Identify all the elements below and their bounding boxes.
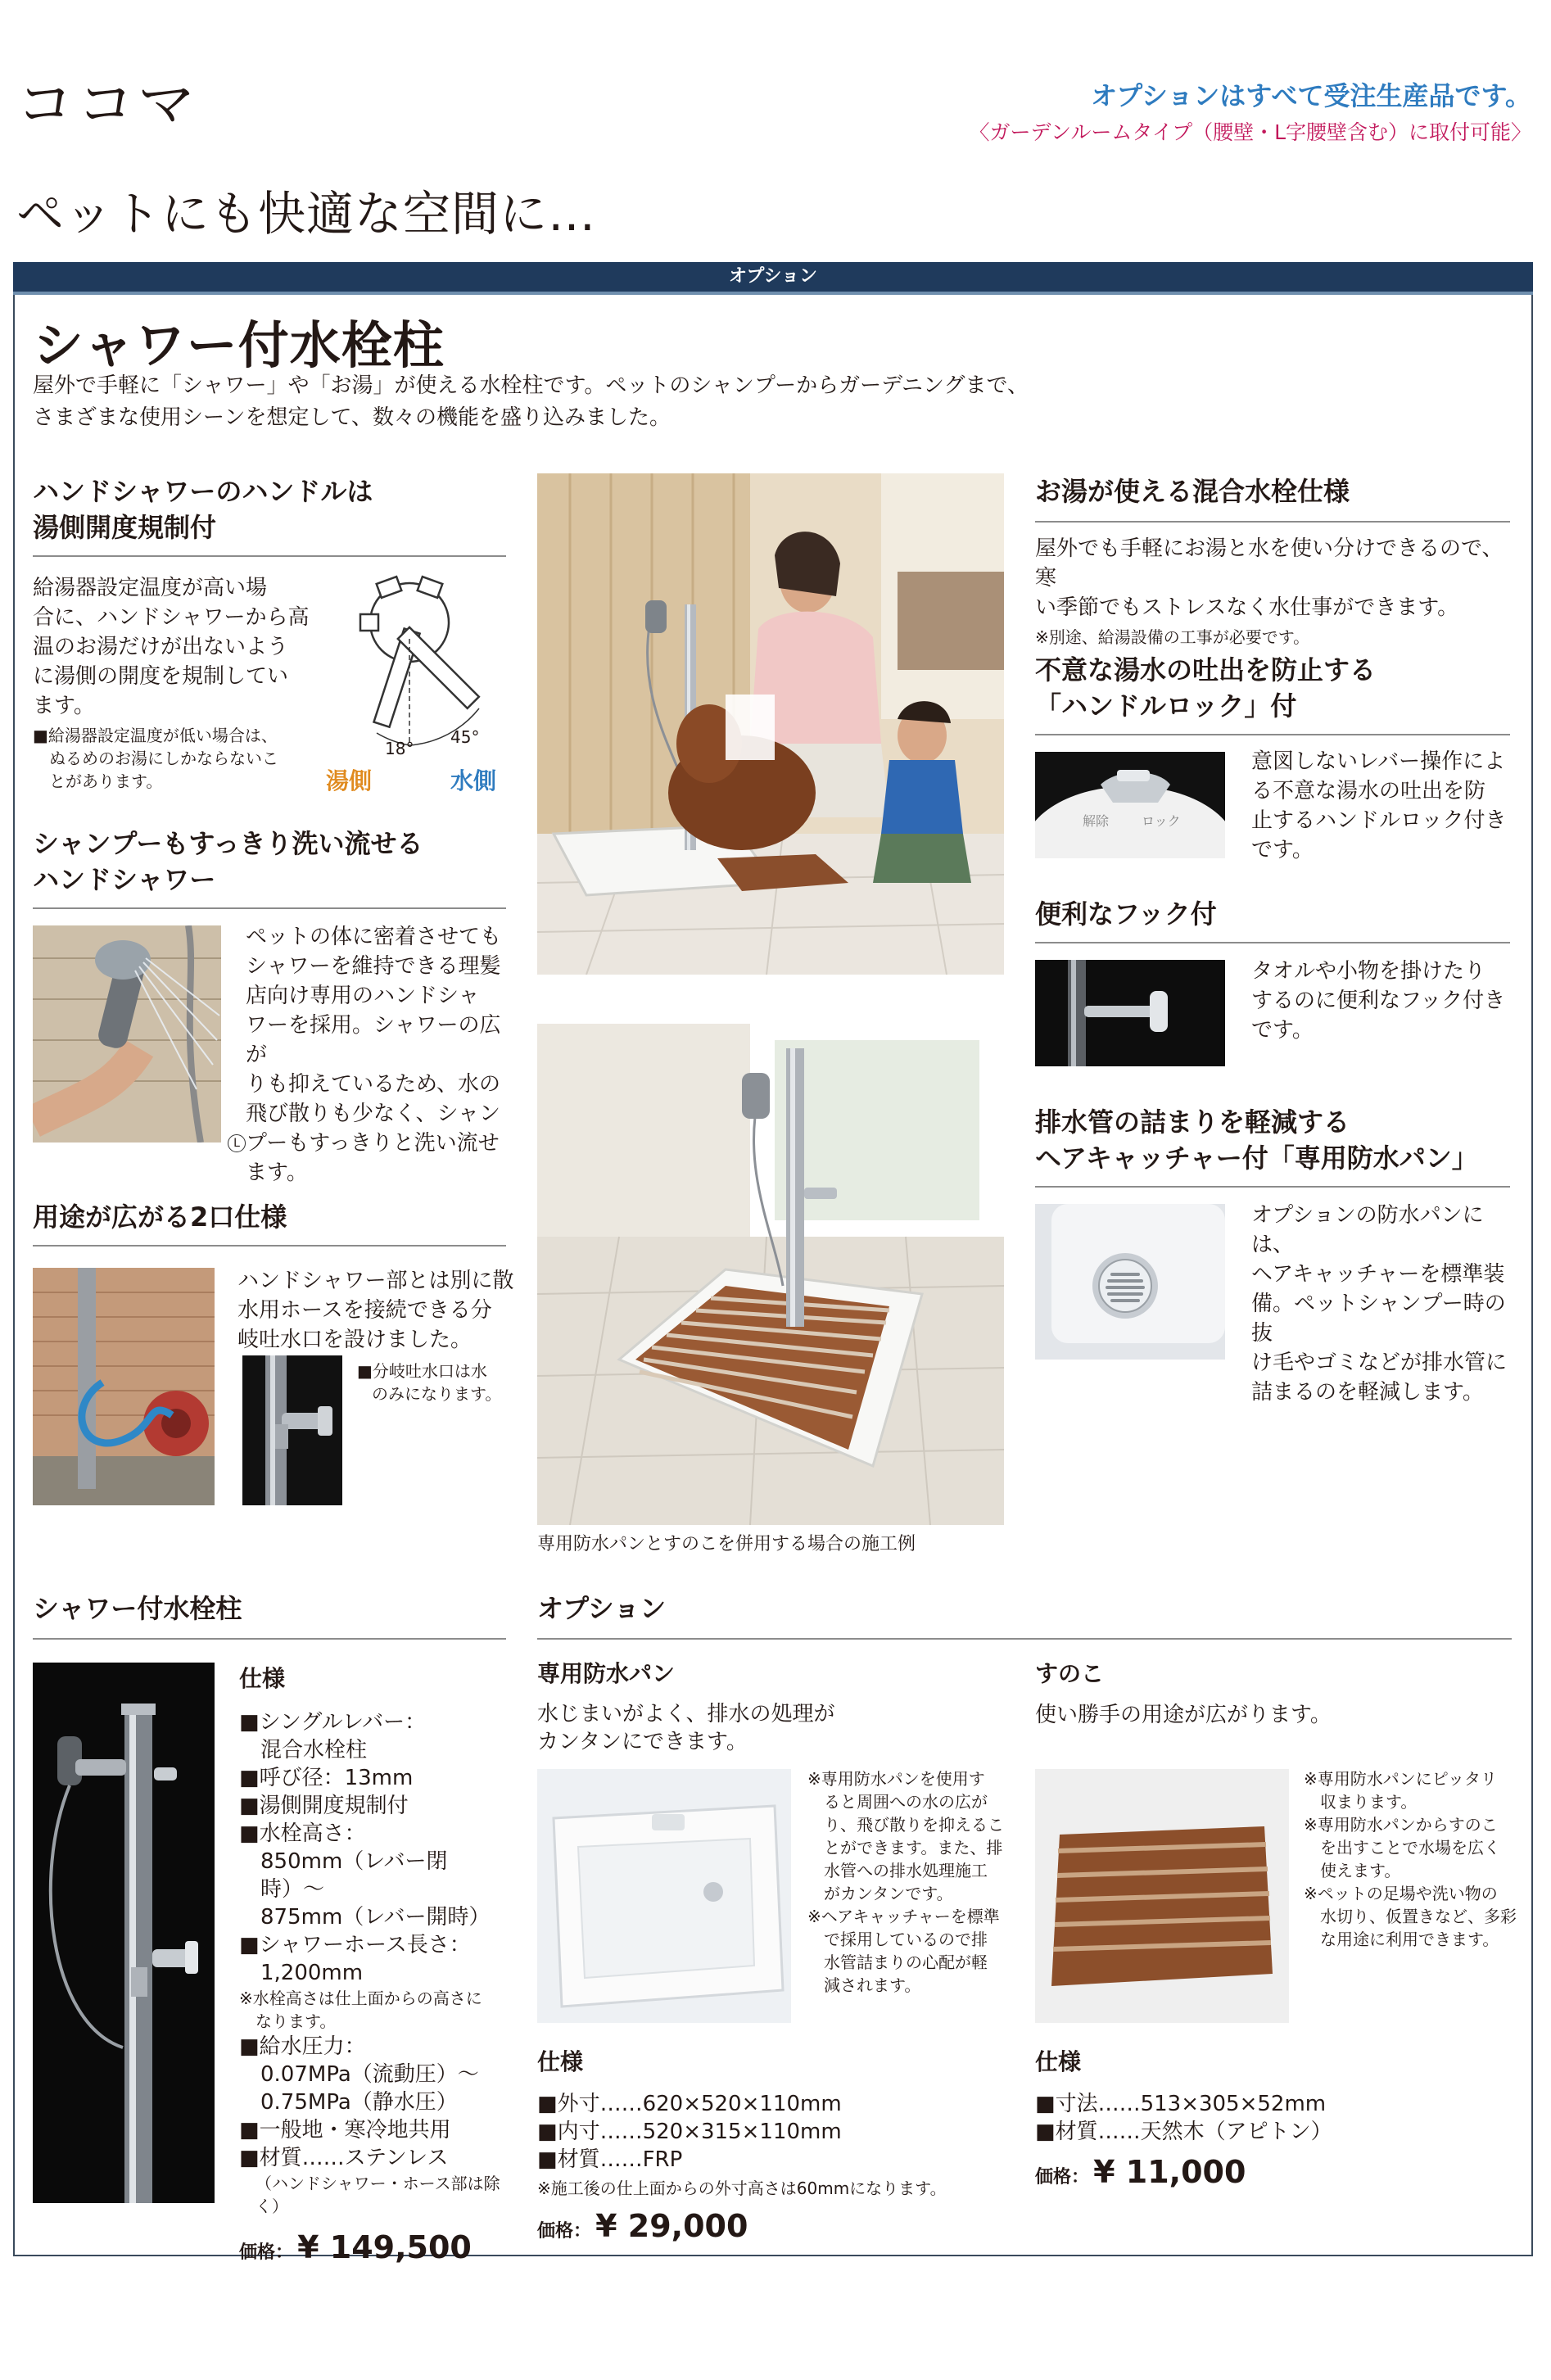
- spec-line: 0.07MPa（流動圧）〜: [260, 2062, 479, 2087]
- hand-shower-photo: [33, 925, 221, 1142]
- spec-line: ■呼び径：13mm: [239, 1766, 414, 1790]
- spec-line: ■一般地・寒冷地共用: [239, 2118, 451, 2142]
- spec-note: ※施工後の仕上面からの外寸高さは60mmになります。: [537, 2179, 947, 2198]
- note-line: ※水栓高さは仕上面からの高さに: [239, 1989, 482, 2008]
- body-line: シャワーを維持できる理髪: [246, 954, 501, 979]
- photo-caption: 専用防水パンとすのこを併用する場合の施工例: [537, 1534, 916, 1554]
- note-line: とがあります。: [49, 771, 163, 791]
- option-desc: 使い勝手の用途が広がります。: [1035, 1703, 1332, 1727]
- body-line: に湯側の開度を規制してい: [33, 664, 289, 689]
- body-line: りも抑えているため、水の: [246, 1072, 500, 1097]
- body-line: 給湯器設定温度が高い場: [33, 576, 268, 600]
- price-label: 価格：: [537, 2221, 592, 2242]
- spec-line: 0.75MPa（静水圧）: [260, 2090, 458, 2115]
- label-hot: 湯側: [326, 767, 373, 794]
- body-line: です。: [1251, 1018, 1314, 1043]
- feature-title: 「ハンドルロック」付: [1035, 690, 1297, 722]
- spec-line: 1,200mm: [260, 1961, 364, 1985]
- feature-hook: [1035, 896, 1510, 943]
- note-line: を出すことで水場を広く: [1320, 1838, 1500, 1857]
- body-line: です。: [1251, 838, 1314, 862]
- lock-label-lock: ロック: [1142, 813, 1181, 829]
- body-line: プーもすっきりと洗い流せ: [246, 1131, 500, 1156]
- option-notes: [807, 1767, 1012, 1997]
- body-line: 岐吐水口を設けました。: [237, 1328, 473, 1352]
- note-line: な用途に利用できます。: [1320, 1930, 1499, 1949]
- feature-note: [33, 724, 311, 793]
- body-line: ワーを採用。シャワーの広が: [246, 1013, 501, 1067]
- note-line: り、飛び散りを抑えるこ: [824, 1815, 1004, 1835]
- spec-line: ■材質……FRP: [537, 2147, 683, 2172]
- option-name: 専用防水パン: [537, 1660, 676, 1687]
- divider: [33, 1638, 506, 1640]
- note-line: ■給湯器設定温度が低い場合は、: [33, 726, 278, 745]
- feature-shower: [33, 826, 506, 909]
- spec-line: ■湯側開度規制付: [239, 1794, 409, 1818]
- body-line: オプションの防水パンには、: [1251, 1203, 1484, 1257]
- note-line: のみになります。: [372, 1384, 502, 1404]
- option-desc: [537, 1700, 1012, 1756]
- feature-title: 排水管の詰まりを軽減する: [1035, 1106, 1350, 1138]
- note-line: 水管詰まりの心配が軽: [824, 1952, 988, 1972]
- feature-title: 用途が広がる2口仕様: [33, 1201, 287, 1233]
- feature-mixer: [1035, 473, 1510, 649]
- spec-line: ■外寸……620×520×110mm: [537, 2092, 842, 2116]
- body-line: タオルや小物を掛けたり: [1251, 959, 1486, 984]
- divider: [1035, 1186, 1510, 1188]
- note-line: ※専用防水パンを使用す: [807, 1769, 985, 1789]
- options-section: [537, 1590, 1512, 1640]
- price-row: [239, 2229, 509, 2265]
- feature-note: [357, 1360, 521, 1405]
- feature-body: [33, 573, 311, 721]
- desc-line: カンタンにできます。: [537, 1730, 748, 1754]
- body-line: 温のお湯だけが出ないよう: [33, 635, 289, 659]
- options-heading: オプション: [537, 1593, 667, 1624]
- pan-photo: [537, 1769, 791, 2023]
- option-pan-specs: [537, 2044, 1012, 2244]
- feature-body: [246, 922, 516, 1188]
- price-row: [537, 2208, 1012, 2244]
- order-note: オプションはすべて受注生産品です。: [1091, 80, 1531, 111]
- price-label: 価格：: [239, 2242, 294, 2263]
- spec-note: （ハンドシャワー・ホース部は除く）: [255, 2174, 500, 2216]
- spec-note: [239, 1987, 509, 2033]
- body-line: 意図しないレバー操作によ: [1251, 749, 1506, 774]
- divider: [33, 907, 506, 909]
- desc-line: 水じまいがよく、排水の処理が: [537, 1702, 835, 1726]
- product-main-specs: [239, 1661, 509, 2265]
- note-line: 水切り、仮置きなど、多彩: [1320, 1907, 1517, 1926]
- feature-title: お湯が使える混合水栓仕様: [1035, 476, 1350, 507]
- feature-body: [1251, 747, 1522, 865]
- note-line: 使えます。: [1320, 1861, 1401, 1880]
- spec-title: 仕様: [1035, 2048, 1082, 2075]
- photo-mark: L: [228, 1134, 246, 1152]
- spec-title: 仕様: [537, 2048, 584, 2075]
- price: ¥ 149,500: [297, 2229, 472, 2265]
- product-main: [33, 1590, 506, 1640]
- note-line: 減されます。: [824, 1975, 921, 1995]
- option-name: すのこ: [1035, 1660, 1105, 1687]
- spec-line: ■水栓高さ：: [239, 1821, 366, 1846]
- note-line: ※ヘアキャッチャーを標準: [807, 1907, 1000, 1926]
- pet-washing-photo: [537, 473, 1004, 975]
- label-cold: 水側: [450, 767, 497, 794]
- option-pan: [537, 1656, 1012, 1756]
- price-row: [1035, 2154, 1510, 2190]
- feature-body: [1251, 957, 1522, 1045]
- product-heading: シャワー付水栓柱: [33, 1593, 242, 1624]
- hair-catcher-photo: [1035, 1204, 1225, 1360]
- body-line: 飛び散りも少なく、シャン: [246, 1102, 500, 1126]
- feature-drain: [1035, 1104, 1510, 1188]
- body-line: 店向け専用のハンドシャ: [246, 984, 480, 1008]
- option-bar-underline: [13, 292, 1533, 295]
- divider: [1035, 942, 1510, 943]
- body-line: ハンドシャワー部とは別に散: [237, 1269, 514, 1293]
- spec-line: ■給水圧力：: [239, 2034, 366, 2059]
- handle-angle-diagram: [328, 573, 516, 794]
- note-line: ※ペットの足場や洗い物の: [1304, 1884, 1498, 1903]
- body-line: る不意な湯水の吐出を防: [1251, 779, 1486, 803]
- hook-photo: [1035, 960, 1225, 1066]
- option-sunoko: [1035, 1656, 1510, 1730]
- body-line: 備。ペットシャンプー時の抜: [1251, 1292, 1506, 1346]
- divider: [33, 1245, 506, 1247]
- note-line: で採用しているので排: [824, 1930, 988, 1949]
- spec-list: [239, 2033, 509, 2172]
- spec-line: 850mm（レバー閉時）〜: [260, 1849, 448, 1902]
- spec-list: [239, 1708, 509, 1987]
- price: ¥ 29,000: [595, 2208, 748, 2244]
- lock-label-release: 解除: [1083, 813, 1110, 829]
- spec-list: [537, 2090, 1012, 2174]
- intro-line: さまざまな使用シーンを想定して、数々の機能を盛り込みました。: [33, 405, 671, 430]
- body-line: ます。: [246, 1161, 308, 1185]
- divider: [1035, 734, 1510, 735]
- body-line: ヘアキャッチャーを標準装: [1251, 1262, 1505, 1287]
- feature-note: ※別途、給湯設備の工事が必要です。: [1035, 627, 1310, 647]
- page-headline: ペットにも快適な空間に…: [16, 186, 597, 242]
- note-line: なります。: [255, 2011, 337, 2031]
- option-bar: オプション: [13, 262, 1533, 292]
- spec-line: ■シャワーホース長さ：: [239, 1933, 471, 1957]
- spec-line: ■内寸……520×315×110mm: [537, 2120, 842, 2144]
- spec-line: 混合水栓柱: [260, 1738, 368, 1762]
- option-sunoko-specs: [1035, 2044, 1510, 2190]
- note-line: とができます。また、排: [824, 1838, 1003, 1857]
- body-line: 合に、ハンドシャワーから高: [33, 605, 310, 630]
- spec-title: 仕様: [239, 1665, 286, 1692]
- divider: [1035, 521, 1510, 523]
- note-line: ぬるめのお湯にしかならないこ: [49, 749, 278, 768]
- feature-body: [237, 1266, 516, 1355]
- body-line: い季節でもストレスなく水仕事ができます。: [1035, 595, 1459, 620]
- body-line: ペットの体に密着させても: [246, 925, 502, 949]
- branch-hose-photo: [33, 1268, 215, 1505]
- note-line: ※専用防水パンからすのこ: [1304, 1815, 1498, 1835]
- feature-title: ヘアキャッチャー付「専用防水パン」: [1035, 1142, 1478, 1174]
- feature-title: シャンプーもすっきり洗い流せる: [33, 828, 423, 859]
- note-line: がカンタンです。: [824, 1884, 953, 1903]
- install-note: 〈ガーデンルームタイプ（腰壁・L字腰壁含む）に取付可能〉: [969, 120, 1531, 144]
- spec-line: ■寸法……513×305×52mm: [1035, 2092, 1327, 2116]
- feature-lock: [1035, 652, 1510, 735]
- section-title: シャワー付水栓柱: [33, 315, 445, 375]
- branch-spout-photo: [242, 1355, 342, 1505]
- feature-title: ハンドシャワーのハンドルは: [33, 476, 373, 507]
- note-line: ると周囲への水の広が: [824, 1792, 988, 1812]
- brand-name: ココマ: [16, 70, 198, 138]
- feature-body: [1035, 534, 1510, 622]
- spec-line: ■材質……天然木（アピトン）: [1035, 2120, 1332, 2144]
- feature-title: 湯側開度規制付: [33, 512, 217, 543]
- note-line: 収まります。: [1320, 1792, 1418, 1812]
- feature-title: 便利なフック付: [1035, 898, 1217, 930]
- body-line: するのに便利なフック付き: [1251, 989, 1506, 1013]
- body-line: 詰まるのを軽減します。: [1251, 1380, 1484, 1405]
- feature-handle: [33, 473, 506, 793]
- spec-line: ■材質……ステンレス: [239, 2146, 449, 2170]
- spec-line: 875mm（レバー開時）: [260, 1905, 491, 1930]
- divider: [33, 555, 506, 557]
- sunoko-photo: [1035, 1769, 1289, 2023]
- feature-2port: [33, 1199, 506, 1247]
- body-line: 止するハンドルロック付き: [1251, 808, 1507, 833]
- angle-hot: 18°: [385, 739, 414, 758]
- price-label: 価格：: [1035, 2167, 1090, 2188]
- divider: [537, 1638, 1512, 1640]
- option-notes: [1304, 1767, 1518, 1951]
- feature-body: [1251, 1201, 1522, 1407]
- feature-title: 不意な湯水の吐出を防止する: [1035, 654, 1377, 685]
- faucet-post-photo: [33, 1663, 215, 2203]
- spec-list: [1035, 2090, 1510, 2146]
- body-line: 屋外でも手軽にお湯と水を使い分けできるので、寒: [1035, 536, 1504, 590]
- note-line: ■分岐吐水口は水: [357, 1361, 487, 1381]
- body-line: ます。: [33, 694, 95, 718]
- angle-cold: 45°: [450, 727, 480, 747]
- section-intro: [33, 370, 1097, 434]
- body-line: け毛やゴミなどが排水管に: [1251, 1351, 1508, 1375]
- note-line: ※専用防水パンにピッタリ: [1304, 1769, 1497, 1789]
- note-line: 水管への排水処理施工: [824, 1861, 988, 1880]
- handle-lock-photo: [1035, 752, 1225, 858]
- body-line: 水用ホースを接続できる分: [237, 1298, 492, 1323]
- installation-example-photo: [537, 1024, 1004, 1525]
- intro-line: 屋外で手軽に「シャワー」や「お湯」が使える水栓柱です。ペットのシャンプーからガーデニングまで、: [33, 373, 1029, 398]
- feature-title: ハンドシャワー: [33, 864, 216, 895]
- price: ¥ 11,000: [1093, 2154, 1246, 2190]
- spec-line: ■シングルレバー：: [239, 1710, 427, 1735]
